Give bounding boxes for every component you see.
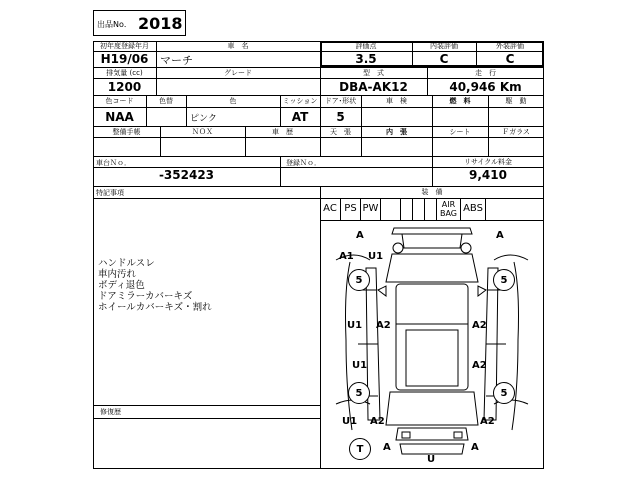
recycle-value: 9,410 [469,168,507,182]
model-value: DBA-AK12 [339,80,408,94]
damage-mark: A [496,230,504,241]
drive-label: 駆 動 [505,97,527,105]
equipment-cell: AC [320,198,341,220]
equipment-cell: AIR BAG [437,198,461,220]
lot-number: 2018 [138,14,183,33]
lot-label: 出品No． [97,20,132,29]
car-name-value: マーチ [160,54,193,67]
damage-mark: A [356,230,364,241]
damage-mark-circle: 5 [493,269,515,291]
exterior-value: C [505,52,515,66]
manual-label: 整備手帳 [112,128,141,136]
damage-mark-circle: 5 [493,382,515,404]
fuel-label: 燃 料 [449,97,471,105]
color-label: 色 [229,97,237,105]
equipment-cell: PW [361,198,381,220]
remark-item: ホイールカバーキズ・割れ [98,302,212,313]
remarks-list [98,258,212,313]
damage-mark: A2 [472,360,487,371]
damage-mark: U [427,454,436,465]
first-reg-value: H19/06 [100,52,149,66]
remark-item: ハンドルスレ [98,258,155,269]
equipment-cell [381,198,401,220]
score-value: 3.5 [355,52,377,66]
model-label: 型 式 [363,69,384,77]
inspection-label: 車 検 [386,97,407,105]
displacement-value: 1200 [107,80,142,94]
damage-mark-circle: 5 [348,269,370,291]
remark-item: ボディ退色 [98,280,145,291]
doors-value: 5 [336,110,345,124]
chassis-value: -352423 [158,168,215,182]
interior2-label: 内 張 [386,128,407,136]
lot-number-box [93,10,186,36]
remarks-label: 特記事項 [96,189,124,197]
damage-mark: U1 [342,416,358,427]
grade-label: グレード [224,69,252,77]
equipment-row [320,198,544,220]
doors-label: ドア･形状 [324,97,357,105]
score-label: 評価点 [355,42,377,50]
chassis-label: 車台Ｎｏ． [96,159,131,167]
car-diagram [320,220,544,469]
damage-mark: A [471,442,479,453]
color-value: ピンク [190,114,217,124]
damage-mark: A2 [370,416,385,427]
equipment-label: 装 備 [421,188,443,196]
remark-item: 車内汚れ [98,269,137,280]
equipment-cell [401,198,413,220]
damage-mark-circle: 5 [348,382,370,404]
damage-mark-circle: T [349,438,371,460]
recycle-label: リサイクル料金 [463,158,513,166]
sunroof-label: 天 張 [330,128,351,136]
mileage-label: 走 行 [475,69,496,77]
damage-mark: A1 [339,251,354,262]
reg-no-label: 登録Ｎｏ． [286,159,321,167]
nox-label: ＮＯＸ [192,128,213,136]
damage-mark: A2 [472,320,487,331]
glass-label: Ｆガラス [502,128,530,136]
equipment-cell [413,198,425,220]
equipment-cell: PS [341,198,361,220]
mission-label: ミッション [282,97,318,105]
mission-value: AT [291,110,309,124]
color-code-value: NAA [105,110,134,124]
car-name-label: 車 名 [227,42,249,50]
color-group-label: 色替 [159,97,173,105]
history-label: 車 歴 [272,128,293,136]
equipment-cell: ABS [461,198,486,220]
remark-item: ドアミラーカバーキズ [98,291,193,302]
damage-mark: U1 [347,320,363,331]
color-code-label: 色コード [105,97,134,105]
damage-mark: A2 [480,416,495,427]
exterior-label: 外装評価 [496,42,524,50]
interior-label: 内装評価 [430,42,458,50]
damage-mark: U1 [368,251,384,262]
displacement-label: 排気量 (cc) [106,69,143,77]
damage-mark: U1 [352,360,368,371]
first-reg-label: 初年度登録年月 [100,42,149,50]
damage-mark: A2 [376,320,391,331]
mileage-value: 40,946 Km [449,80,522,94]
equipment-cell [425,198,437,220]
repair-label: 修復歴 [100,408,121,416]
seat-label: シート [449,128,471,136]
damage-mark: A [383,442,391,453]
interior-value: C [439,52,449,66]
